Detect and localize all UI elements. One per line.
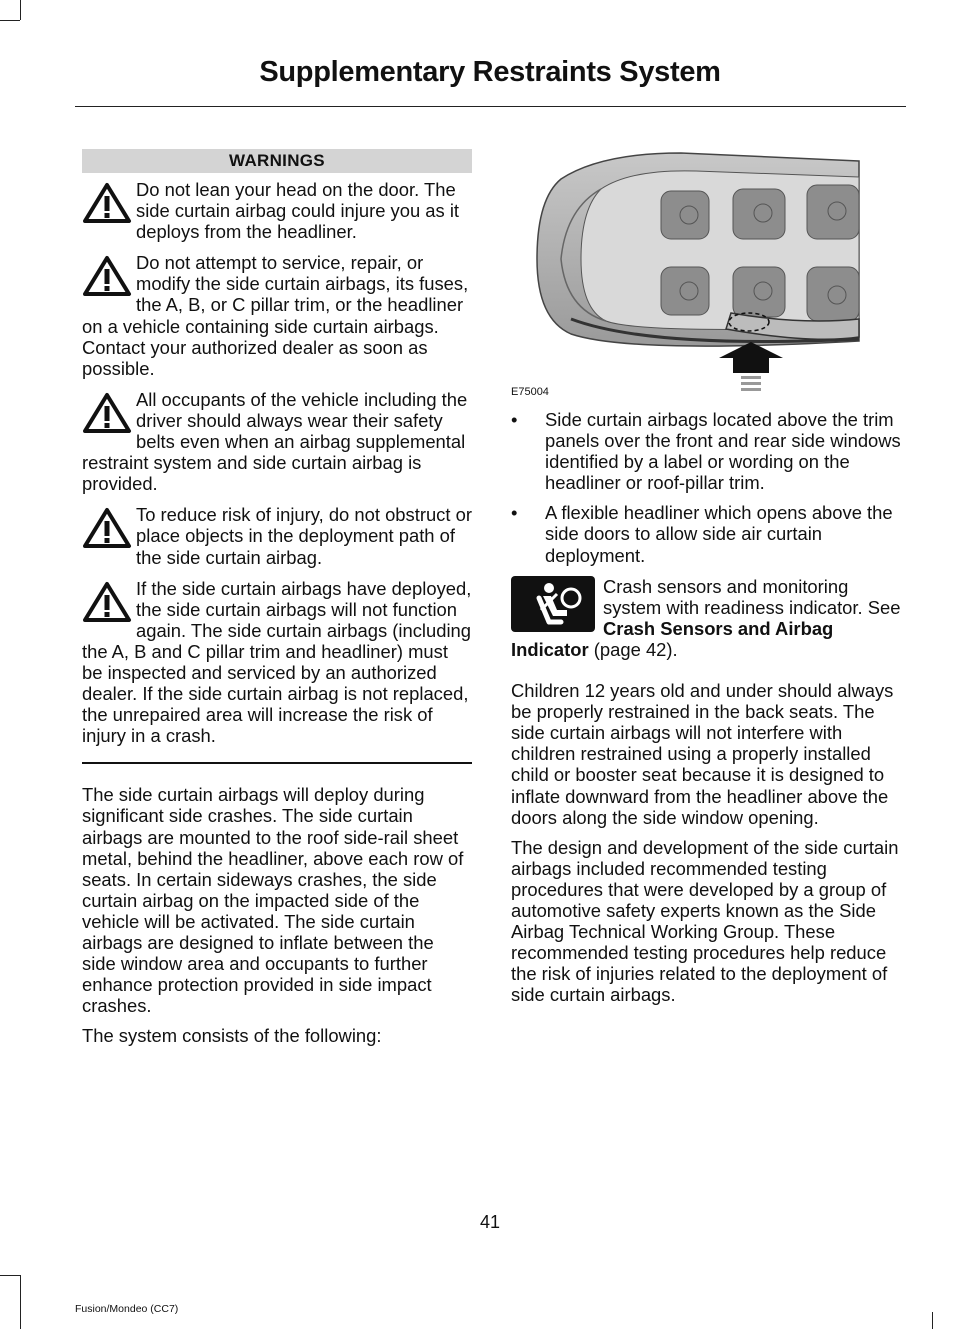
bullet-marker: • <box>511 409 518 430</box>
warning-text: All occupants of the vehicle including the driver should always wear their safety belts even when an airbag supplemental restraint system and side curtain airbag is provided. <box>82 388 468 495</box>
body-paragraph: The side curtain airbags will deploy during significant side crashes. The side curtain airbags are mounted to the roof side-rail sheet metal, behind the headliner, above each row of seats. In certain sideways crashes, the side curtain airbag on the impacted side of the vehicle will be activated. The side curtain airbags are designed to inflate between the side window area and occupants to further enhance protection provided in side impact crashes. <box>82 784 464 1017</box>
warnings-heading: WARNINGS <box>82 149 472 173</box>
left-column <box>82 149 472 1055</box>
title-rule <box>75 106 906 107</box>
right-column <box>511 149 903 1014</box>
crop-mark <box>0 1275 20 1276</box>
footer-model: Fusion/Mondeo (CC7) <box>75 1303 179 1315</box>
vehicle-airbag-figure <box>511 149 903 399</box>
warning-item <box>82 389 472 494</box>
warning-text: Do not attempt to service, repair, or modify the side curtain airbags, its fuses, the A, B, or C pillar trim, or the headliner on a vehicle containing side curtain airbags. Contact your authorized dealer as soon as possible. <box>82 252 469 379</box>
crop-mark <box>20 0 21 20</box>
body-paragraph: The system consists of the following: <box>82 1025 382 1047</box>
warning-item <box>82 578 472 747</box>
warning-item <box>82 252 472 379</box>
vehicle-top-view-illustration <box>511 149 903 399</box>
page-number: 41 <box>479 1212 501 1232</box>
body-paragraph: The design and development of the side curtain airbags included recommended testing procedures that were developed by a group of automotive safety experts known as the Side Airbag Technical Working Group. These recommended testing procedures help reduce the risk of injuries related to the deployment of side curtain airbags. <box>511 836 899 1006</box>
list-item <box>511 409 903 493</box>
list-item-text: A flexible headliner which opens above the side doors to allow side air curtain deployment. <box>545 502 893 566</box>
warning-triangle-icon <box>82 392 134 436</box>
page-title: Supplementary Restraints System <box>259 56 721 88</box>
airbag-indicator-icon <box>511 576 595 632</box>
cross-reference-link[interactable]: Crash Sensors and Airbag Indicator <box>511 617 834 660</box>
crop-mark <box>20 1275 21 1329</box>
body-paragraph: Children 12 years old and under should always be properly restrained in the back seats. The side curtain airbags will not interfere with children restrained using a properly installed child or booster seat because it is designed to inflate downward from the headliner above the doors along the side window opening. <box>511 680 894 828</box>
warning-triangle-icon <box>82 255 134 299</box>
sensor-note-text: Crash sensors and monitoring system with readiness indicator. See <box>603 575 901 618</box>
list-item-text: Side curtain airbags located above the trim panels over the front and rear side windows identified by a label or wording on the headliner or roof-pillar trim. <box>545 409 901 494</box>
component-list <box>511 409 903 566</box>
warning-item <box>82 179 472 242</box>
warning-text: To reduce risk of injury, do not obstruct or place objects in the deployment path of the side curtain airbag. <box>136 504 472 568</box>
bullet-marker: • <box>511 502 518 524</box>
figure-id: E75004 <box>511 386 549 398</box>
crop-mark <box>0 20 20 21</box>
sensor-note <box>511 576 903 660</box>
list-item <box>511 502 903 565</box>
warning-text: If the side curtain airbags have deployed, the side curtain airbags will not function again. The side curtain airbags (including the A, B and C pillar trim and headliner) must be inspected and serviced by an authorized dealer. If the side curtain airbag is not replaced, the unrepaired area will increase the risk of injury in a crash. <box>82 577 472 747</box>
warning-item <box>82 504 472 567</box>
crop-mark <box>932 1312 933 1329</box>
warnings-end-rule <box>82 762 472 764</box>
warning-triangle-icon <box>82 182 134 226</box>
page-reference: (page 42). <box>593 638 678 660</box>
warning-triangle-icon <box>82 507 134 551</box>
warning-triangle-icon <box>82 581 134 625</box>
warning-text: Do not lean your head on the door. The side curtain airbag could injure you as it deploys from the headliner. <box>136 179 460 243</box>
